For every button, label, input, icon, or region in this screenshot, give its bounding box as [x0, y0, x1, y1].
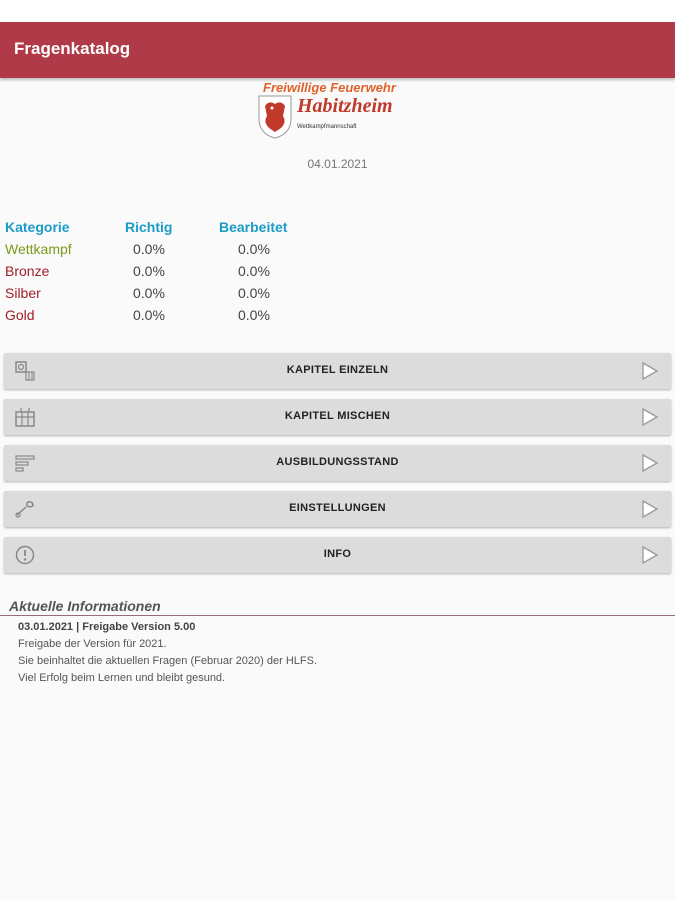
correct-value: 0.0%	[133, 285, 165, 301]
menu-label: AUSBILDUNGSSTAND	[276, 456, 399, 468]
processed-value: 0.0%	[238, 307, 270, 323]
news-entry	[18, 619, 317, 687]
logo-line-2: Habitzheim	[297, 95, 393, 117]
news-section-title: Aktuelle Informationen	[9, 598, 161, 614]
status-bar	[0, 0, 675, 22]
app-title: Fragenkatalog	[14, 39, 131, 58]
menu-label: INFO	[323, 548, 352, 560]
logo-line-3: Wettkampfmannschaft	[297, 124, 357, 130]
correct-value: 0.0%	[133, 263, 165, 279]
chapters-mix-button[interactable]	[4, 399, 671, 435]
training-status-button[interactable]	[4, 445, 671, 481]
header-processed: Bearbeitet	[219, 219, 288, 235]
menu-label: KAPITEL MISCHEN	[284, 410, 391, 422]
news-line: Viel Erfolg beim Lernen und bleibt gesund.	[18, 672, 226, 684]
play-arrow-icon	[641, 453, 659, 473]
logo-line-1: Freiwillige Feuerwehr	[263, 80, 396, 95]
processed-value: 0.0%	[238, 241, 270, 257]
settings-button[interactable]	[4, 491, 671, 527]
correct-value: 0.0%	[133, 241, 165, 257]
correct-value: 0.0%	[133, 307, 165, 323]
news-divider	[0, 615, 675, 616]
club-logo	[255, 80, 420, 142]
processed-value: 0.0%	[238, 285, 270, 301]
header-correct: Richtig	[125, 219, 173, 235]
info-button[interactable]	[4, 537, 671, 573]
category-label: Gold	[5, 307, 35, 323]
menu-label: KAPITEL EINZELN	[286, 364, 389, 376]
play-arrow-icon	[641, 499, 659, 519]
menu-label: EINSTELLUNGEN	[289, 502, 386, 514]
category-label: Bronze	[5, 263, 50, 279]
category-label: Silber	[5, 285, 41, 301]
category-label: Wettkampf	[5, 241, 72, 257]
play-arrow-icon	[641, 407, 659, 427]
processed-value: 0.0%	[238, 263, 270, 279]
news-entry-title: 03.01.2021 | Freigabe Version 5.00	[18, 621, 196, 633]
news-line: Freigabe der Version für 2021.	[18, 638, 167, 650]
play-arrow-icon	[641, 361, 659, 381]
chapters-single-button[interactable]	[4, 353, 671, 389]
app-bar	[0, 22, 675, 78]
crest-icon	[255, 92, 295, 140]
news-line: Sie beinhaltet die aktuellen Fragen (Februar 2020) der HLFS.	[18, 655, 318, 667]
current-date: 04.01.2021	[307, 157, 368, 171]
play-arrow-icon	[641, 545, 659, 565]
header-category: Kategorie	[5, 219, 70, 235]
